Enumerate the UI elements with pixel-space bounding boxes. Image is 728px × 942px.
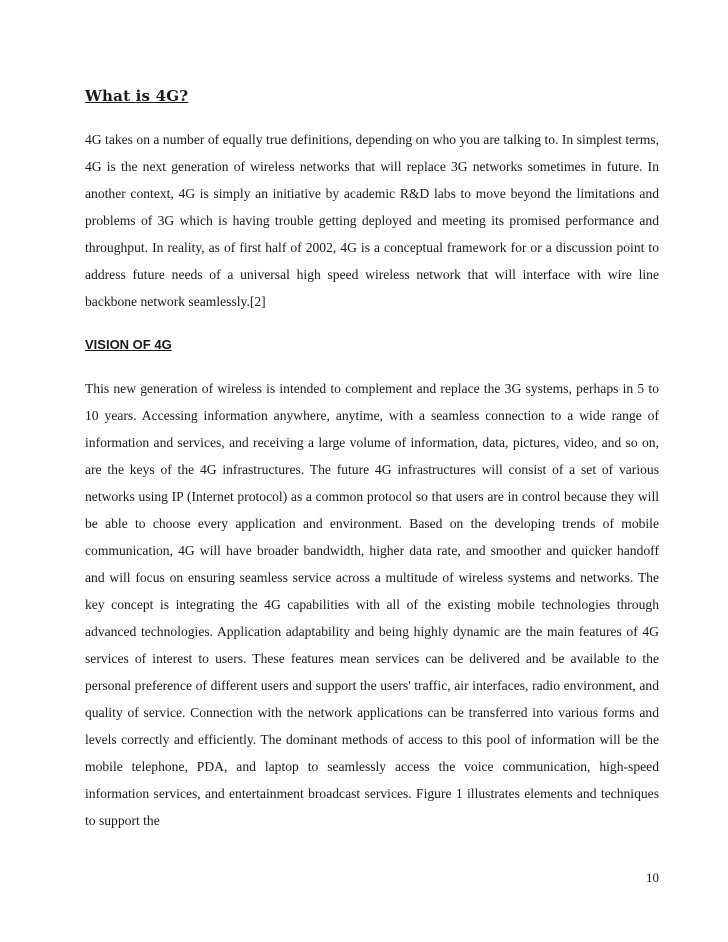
page-number: 10 bbox=[646, 870, 659, 885]
vision-paragraph: This new generation of wireless is intended to complement and replace the 3G systems, perhaps in 5 to 10 years. Accessing information anywhere, anytime, with a seamless connection to a wide range of information and services, and receiving a large volume of information, data, pictures, video, and so on, are the keys of the 4G infrastructures. The future 4G infrastructures will consist of a set of various networks using IP (Internet protocol) as a common protocol so that users are in control because they will be able to choose every application and environment. Based on the developing trends of mobile communication, 4G will have broader bandwidth, higher data rate, and smoother and quicker handoff and will focus on ensuring seamless service across a multitude of wireless systems and networks. The key concept is integrating the 4G capabilities with all of the existing mobile technologies through advanced technologies. Application adaptability and being highly dynamic are the main features of 4G services of interest to users. These features mean services can be delivered and be available to the personal preference of different users and support the users' traffic, air interfaces, radio environment, and quality of service. Connection with the network applications can be transferred into various forms and levels correctly and efficiently. The dominant methods of access to this pool of information will be the mobile telephone, PDA, and laptop to seamlessly access the voice communication, high-speed information services, and entertainment broadcast services. Figure 1 illustrates elements and techniques to support the bbox=[85, 381, 659, 828]
intro-paragraph: 4G takes on a number of equally true definitions, depending on who you are talking to. In simplest terms, 4G is the next generation of wireless networks that will replace 3G networks sometimes in future. In another context, 4G is simply an initiative by academic R&D labs to move beyond the limitations and problems of 3G which is having trouble getting deployed and meeting its promised performance and throughput. In reality, as of first half of 2002, 4G is a conceptual framework for or a discussion point to address future needs of a universal high speed wireless network that will interface with wire line backbone network seamlessly.[2] bbox=[85, 132, 659, 309]
page-content bbox=[85, 84, 659, 834]
section-title: VISION OF 4G bbox=[85, 337, 172, 352]
page-heading: What is 4G? bbox=[85, 87, 189, 105]
